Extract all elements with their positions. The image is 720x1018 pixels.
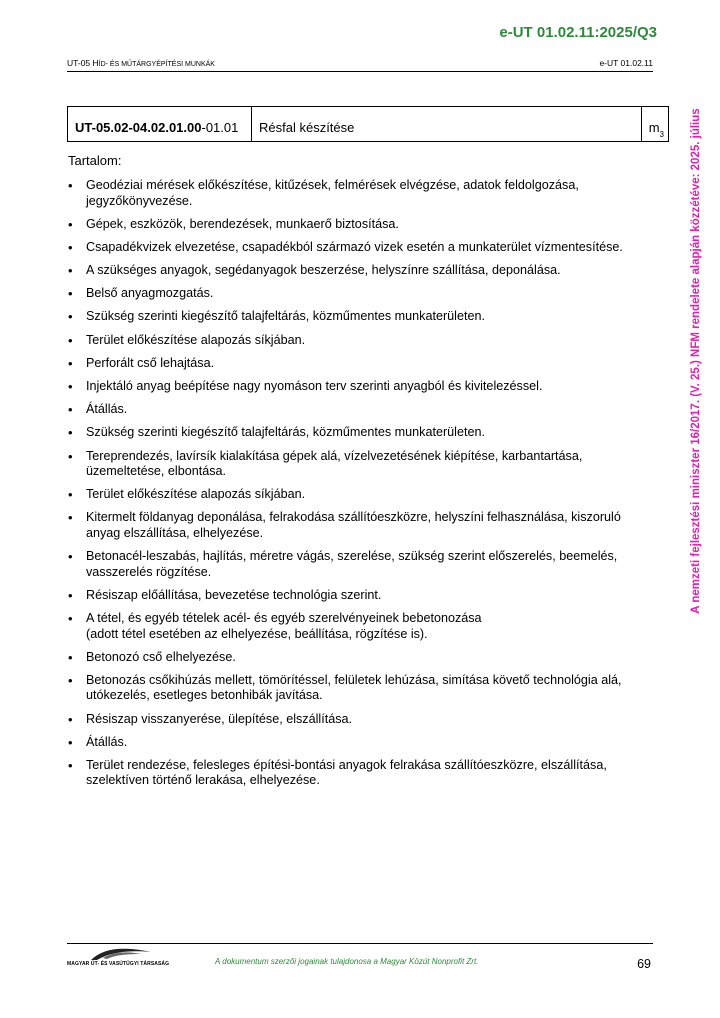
item-code-suffix: -01.01 [201, 120, 239, 135]
list-item: • Résiszap visszanyerése, ülepítése, elszállítása. [68, 712, 628, 728]
society-logo-icon [89, 946, 153, 962]
content-list [68, 178, 628, 797]
copyright-notice: A dokumentum szerzői jogainak tulajdonosa a Magyar Közút Nonprofit Zrt. [215, 957, 479, 966]
running-header [67, 58, 653, 72]
society-logo [67, 946, 170, 970]
list-item: • Szükség szerinti kiegészítő talajfeltárás, közműmentes munkaterületen. [68, 309, 628, 325]
header-chapter-title [67, 58, 215, 68]
list-item: • Injektáló anyag beépítése nagy nyomáson terv szerinti anyagból és kivitelezéssel. [68, 379, 628, 395]
list-item: • Terület rendezése, felesleges építési-bontási anyagok felrakása szállítóeszközre, elszállítása, szelektíven történő lerakása, elhelyezése. [68, 758, 628, 789]
list-item: • Tereprendezés, lavírsík kialakítása gépek alá, vízelvezetésének kiépítése, karbantartása, üzemeltetése, elbontása. [68, 449, 628, 480]
list-item: • A tétel, és egyéb tételek acél- és egyéb szerelvényeinek bebetonozása (adott tétel esetében az elhelyezése, beállítása, rögzítése is). [68, 611, 628, 642]
header-chapter-prefix: UT-05 H [67, 58, 99, 68]
list-item: • Perforált cső lehajtása. [68, 356, 628, 372]
header-doc-ref: e-UT 01.02.11 [599, 58, 653, 68]
item-header-table [67, 106, 669, 142]
header-chapter-small-caps: ÍD- ÉS MŰTÁRGYÉPÍTÉSI MUNKÁK [98, 61, 215, 68]
list-item: • Átállás. [68, 735, 628, 751]
list-item: • Betonozó cső elhelyezése. [68, 650, 628, 666]
society-logo-text: MAGYAR ÚT- ÉS VASÚTÜGYI TÁRSASÁG [67, 961, 170, 967]
item-code-cell [68, 107, 252, 141]
item-name-cell [252, 107, 642, 141]
list-item: • Szükség szerinti kiegészítő talajfeltárás, közműmentes munkaterületen. [68, 425, 628, 441]
content-label: Tartalom: [68, 153, 122, 168]
list-item: • Résiszap előállítása, bevezetése technológia szerint. [68, 588, 628, 604]
list-item: • Terület előkészítése alapozás síkjában. [68, 487, 628, 503]
footer-divider [67, 943, 653, 944]
list-item: • A szükséges anyagok, segédanyagok beszerzése, helyszínre szállítása, deponálása. [68, 263, 628, 279]
side-publication-text: A nemzeti fejlesztési miniszter 16/2017. (V. 25.) NFM rendelete alapján közzétéve: 2025. július [690, 108, 702, 614]
item-unit-cell: m 3 [648, 120, 664, 139]
list-item: • Gépek, eszközök, berendezések, munkaerő biztosítása. [68, 217, 628, 233]
list-item: • Betonacél-leszabás, hajlítás, méretre vágás, szerelése, szükség szerint előszerelés, beemelés, vasszerelés rögzítése. [68, 549, 628, 580]
list-item: • Betonozás csőkihúzás mellett, tömörítéssel, felületek lehúzása, simítása követő technológia alá, utókezelés, esetleges betonhibák javítása. [68, 673, 628, 704]
list-item: • Átállás. [68, 402, 628, 418]
list-item: • Terület előkészítése alapozás síkjában. [68, 333, 628, 349]
item-unit-base: m [648, 120, 660, 135]
item-name: Résfal készítése [259, 120, 355, 135]
list-item: • Kitermelt földanyag deponálása, felrakodása szállítóeszközre, helyszíni felhasználása, kiszoruló anyag elszállítása, elhelyezése. [68, 510, 628, 541]
list-item: • Geodéziai mérések előkészítése, kitűzések, felmérések elvégzése, adatok feldolgozása, jegyzőkönyvezése. [68, 178, 628, 209]
document-code: e-UT 01.02.11:2025/Q3 [499, 24, 657, 41]
item-code-main: UT-05.02-04.02.01.00 [75, 120, 202, 135]
list-item: • Belső anyagmozgatás. [68, 286, 628, 302]
list-item: • Csapadékvizek elvezetése, csapadékból származó vizek esetén a munkaterület vízmentesítése. [68, 240, 628, 256]
page-number: 69 [637, 957, 651, 971]
side-publication-note [688, 96, 704, 626]
